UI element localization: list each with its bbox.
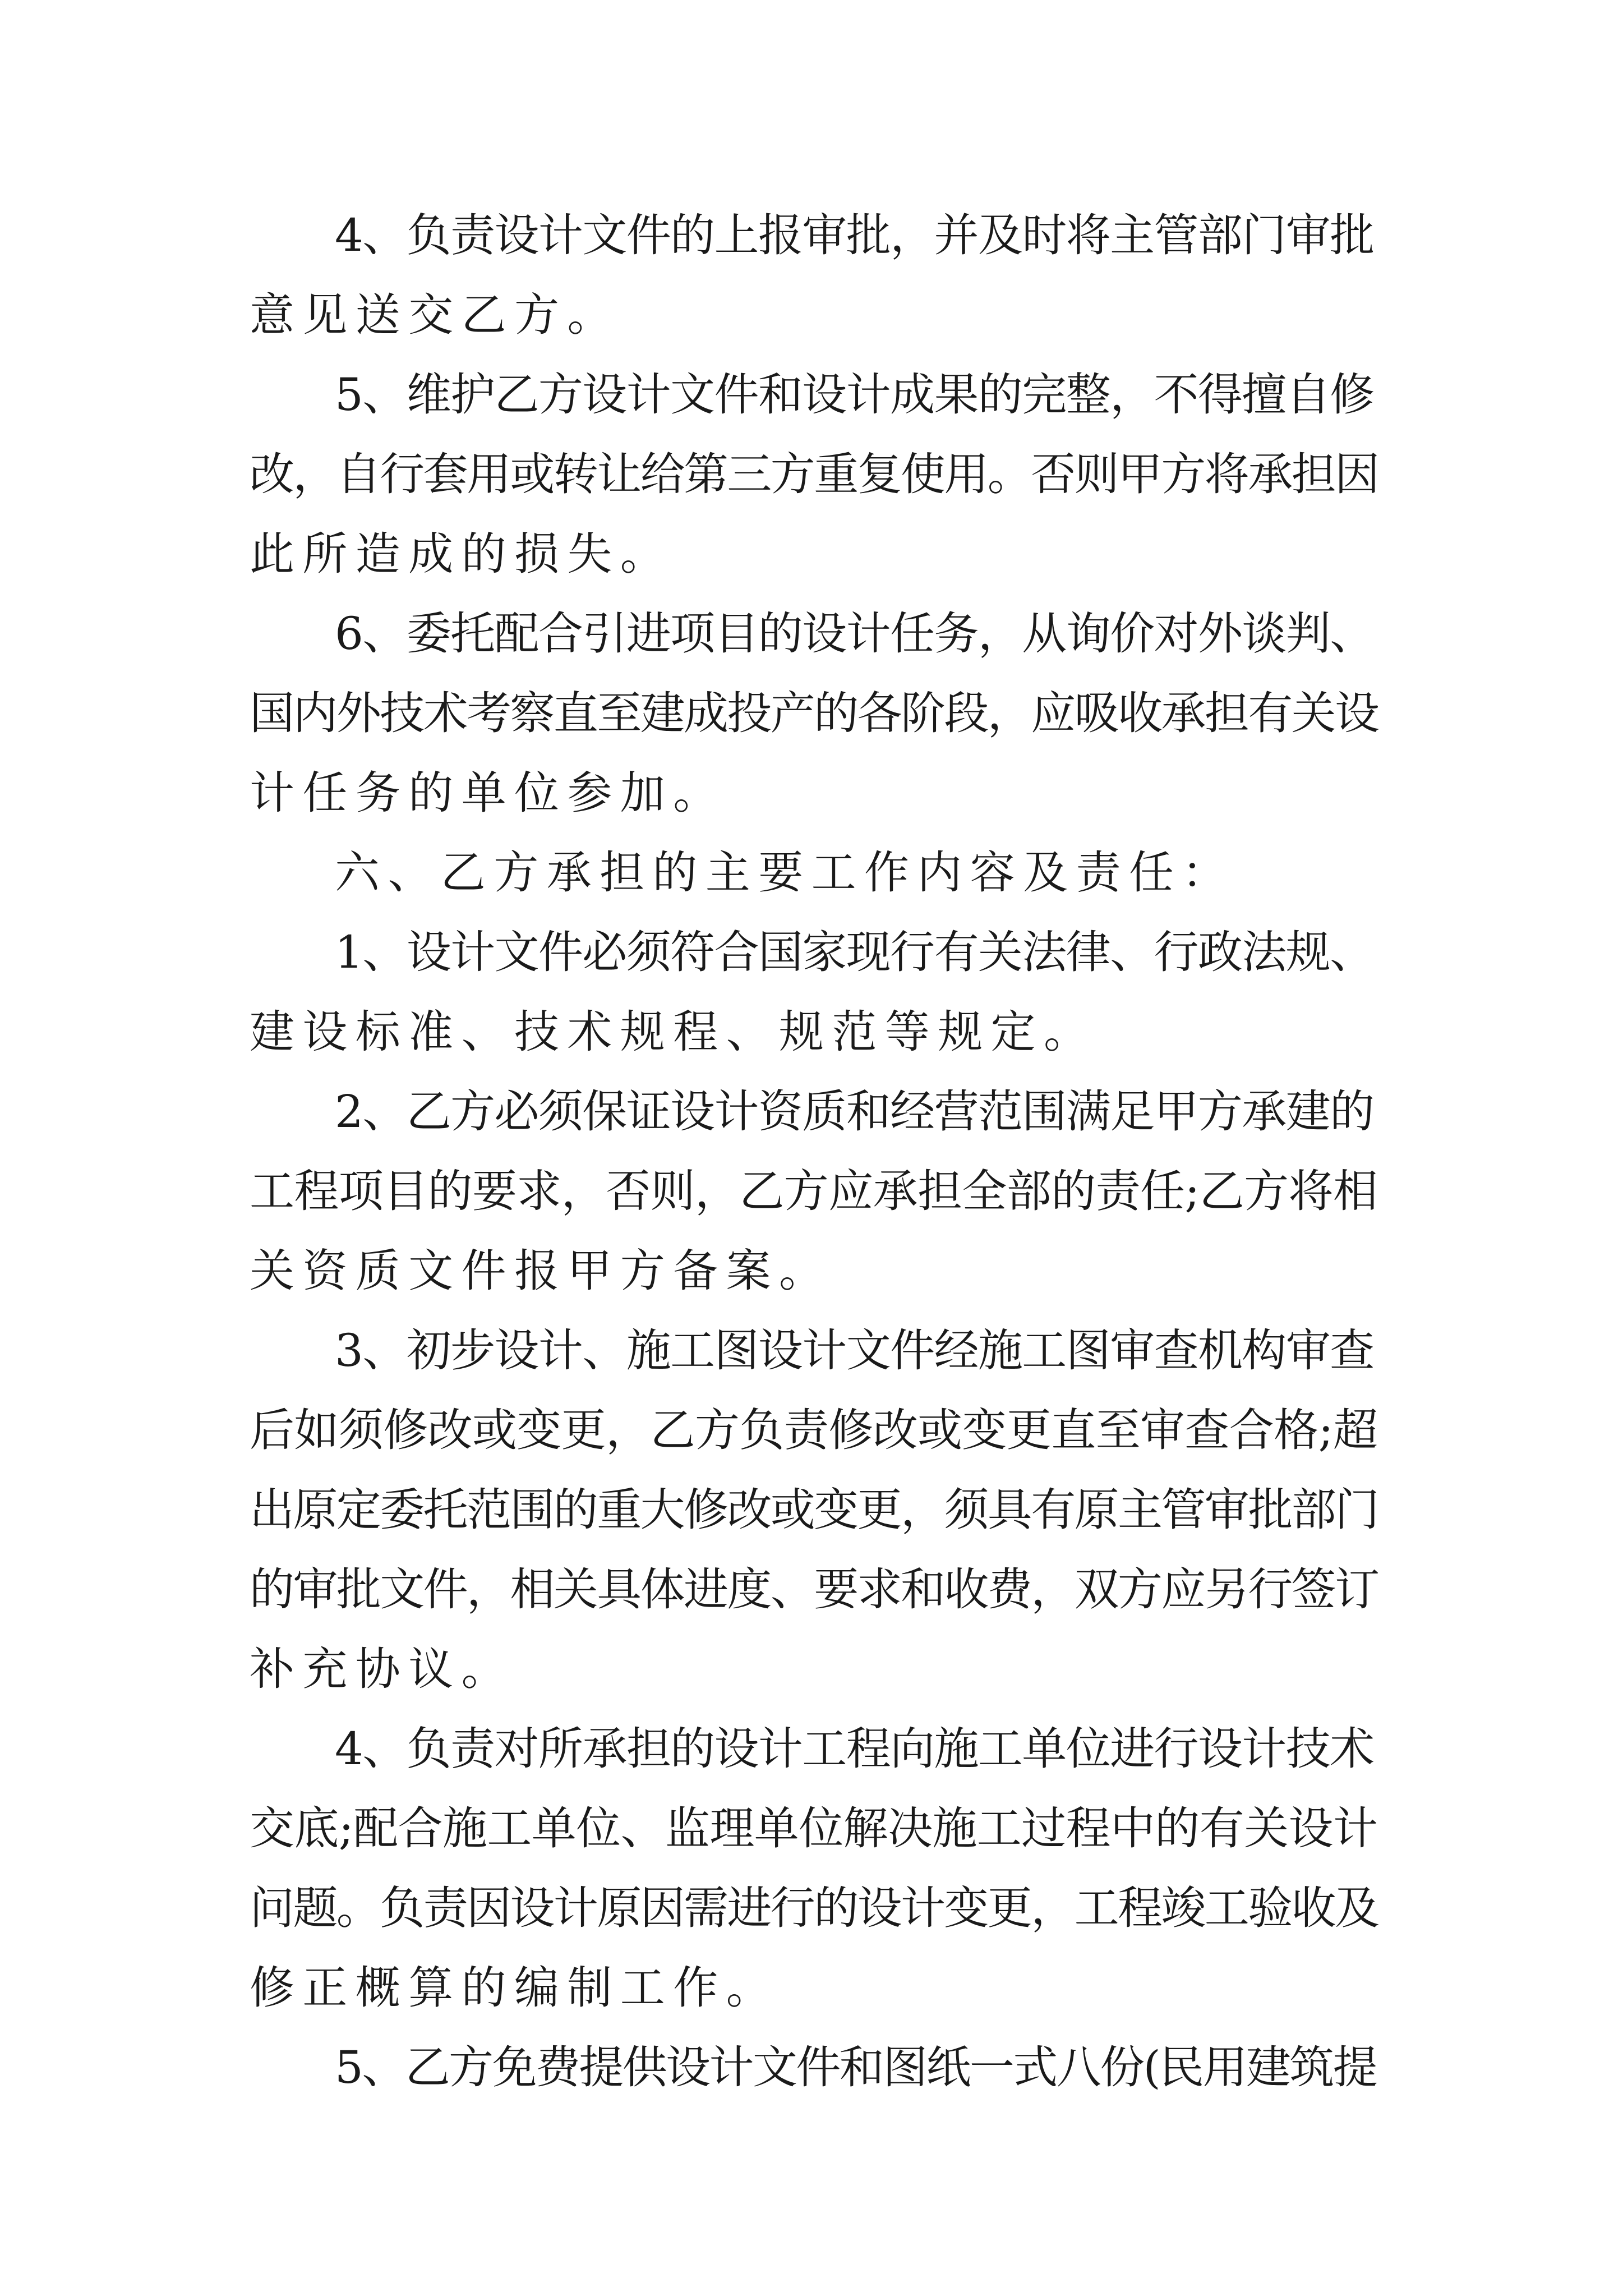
text-line: 交底;配合施工单位、监理单位解决施工过程中的有关设计: [250, 1802, 1378, 1855]
text-line: 此所造成的损失。: [250, 528, 674, 580]
text-line: 5、维护乙方设计文件和设计成果的完整，不得擅自修: [335, 369, 1374, 421]
text-line: 后如须修改或变更，乙方负责修改或变更直至审查合格;超: [250, 1404, 1378, 1456]
text-line: 六、乙方承担的主要工作内容及责任：: [335, 846, 1235, 899]
text-line: 问题。负责因设计原因需进行的设计变更，工程竣工验收及: [250, 1882, 1378, 1934]
text-line: 4、负责对所承担的设计工程向施工单位进行设计技术: [335, 1723, 1374, 1775]
text-line: 国内外技术考察直至建成投产的各阶段，应吸收承担有关设: [250, 687, 1378, 739]
text-line: 5、乙方免费提供设计文件和图纸一式八份(民用建筑提: [335, 2041, 1377, 2093]
text-line: 意见送交乙方。: [250, 289, 620, 341]
text-line: 4、负责设计文件的上报审批，并及时将主管部门审批: [335, 209, 1374, 261]
text-line: 计任务的单位参加。: [250, 767, 726, 819]
text-line: 建设标准、技术规程、规范等规定。: [250, 1006, 1097, 1058]
text-line: 的审批文件，相关具体进度、要求和收费，双方应另行签订: [250, 1563, 1378, 1616]
text-line: 改，自行套用或转让给第三方重复使用。否则甲方将承担因: [250, 448, 1378, 500]
text-line: 3、初步设计、施工图设计文件经施工图审查机构审查: [335, 1324, 1374, 1377]
text-line: 出原定委托范围的重大修改或变更，须具有原主管审批部门: [250, 1484, 1378, 1536]
text-line: 6、委托配合引进项目的设计任务，从询价对外谈判、: [335, 608, 1374, 660]
text-line: 2、乙方必须保证设计资质和经营范围满足甲方承建的: [335, 1085, 1374, 1138]
text-line: 修正概算的编制工作。: [250, 1962, 779, 2014]
text-line: 关资质文件报甲方备案。: [250, 1245, 832, 1297]
text-line: 工程项目的要求，否则，乙方应承担全部的责任;乙方将相: [250, 1165, 1378, 1217]
text-line: 1、设计文件必须符合国家现行有关法律、行政法规、: [335, 926, 1374, 978]
text-line: 补充协议。: [250, 1643, 514, 1695]
